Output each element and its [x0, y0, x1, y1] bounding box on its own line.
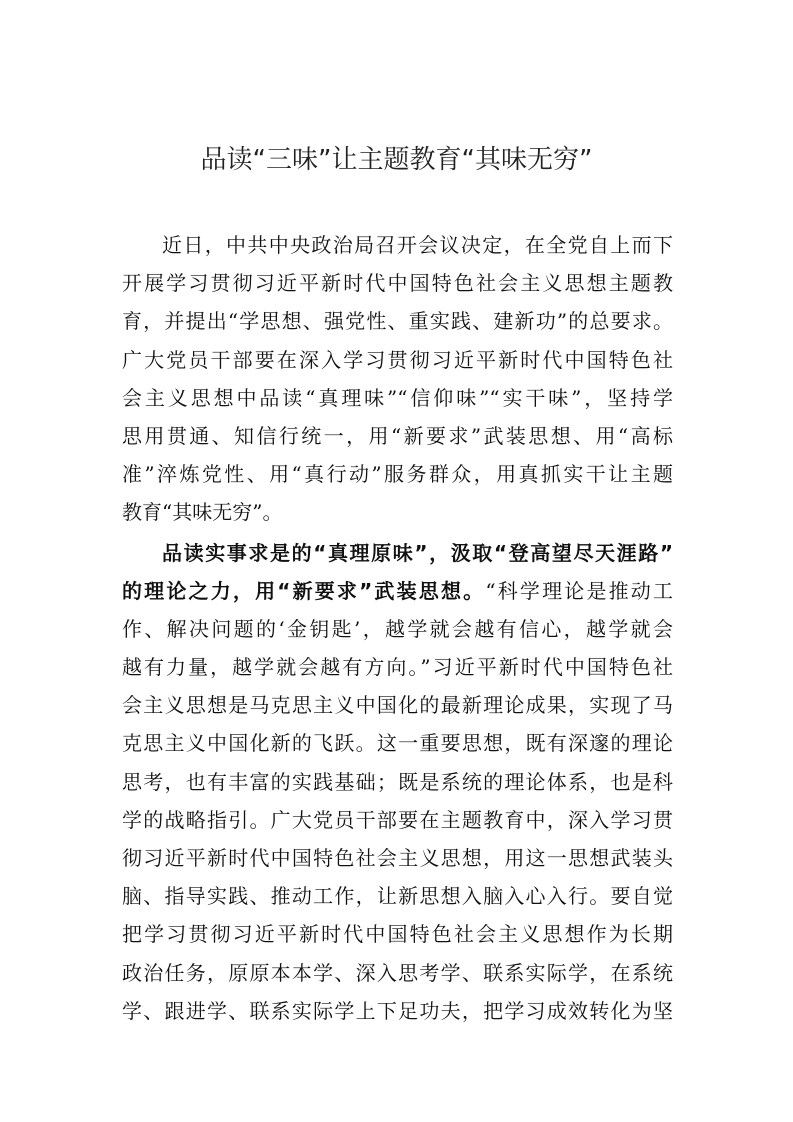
text-line: 学、跟进学、联系实际学上下足功夫，把学习成效转化为坚: [122, 998, 673, 1023]
document-body: [122, 226, 673, 1030]
text-line: 近日，中共中央政治局召开会议决定，在全党自上而下: [162, 233, 673, 257]
paragraph-2: [122, 534, 673, 1030]
text-line: 广大党员干部要在深入学习贯彻习近平新时代中国特色社: [122, 347, 673, 372]
text-line: [122, 572, 673, 610]
text-line: 作、解决问题的‘金钥匙’，越学就会越有信心，越学就会: [122, 616, 673, 641]
text-line: 教育“其味无穷”。: [122, 500, 283, 525]
paragraph-1: [122, 226, 673, 532]
text-line: 会主义思想是马克思主义中国化的最新理论成果，实现了马: [122, 693, 673, 718]
text-line: 思考，也有丰富的实践基础；既是系统的理论体系，也是科: [122, 769, 673, 794]
text-line: 政治任务，原原本本学、深入思考学、联系实际学，在系统: [122, 960, 673, 985]
text-line: 育，并提出“学思想、强党性、重实践、建新功”的总要求。: [122, 309, 673, 334]
text-line: 开展学习贯彻习近平新时代中国特色社会主义思想主题教: [122, 271, 673, 296]
text-line: 越有力量，越学就会越有方向。”习近平新时代中国特色社: [122, 655, 673, 680]
text-line: 克思主义中国化新的飞跃。这一重要思想，既有深邃的理论: [122, 731, 673, 756]
text-line: 学的战略指引。广大党员干部要在主题教育中，深入学习贯: [122, 807, 673, 832]
text-line: 彻习近平新时代中国特色社会主义思想，用这一思想武装头: [122, 846, 673, 870]
text-line: 思用贯通、知信行统一，用“新要求”武装思想、用“高标: [122, 423, 673, 448]
quote-text: “科学理论是推动工: [485, 578, 673, 603]
text-line: 脑、指导实践、推动工作，让新思想入脑入心入行。要自觉: [122, 884, 673, 909]
text-line: 会主义思想中品读“真理味”“信仰味”“实干味”，坚持学: [122, 385, 673, 410]
document-title: 品读“三味”让主题教育“其味无穷”: [200, 145, 593, 175]
text-line: 把学习贯彻习近平新时代中国特色社会主义思想作为长期: [122, 922, 673, 947]
bold-heading-text: 的理论之力，用“新要求”武装思想。: [122, 578, 486, 603]
text-line: 准”淬炼党性、用“真行动”服务群众，用真抓实干让主题: [122, 462, 673, 487]
bold-heading-line: 品读实事求是的“真理原味”，汲取“登高望尽天涯路”: [162, 540, 673, 565]
